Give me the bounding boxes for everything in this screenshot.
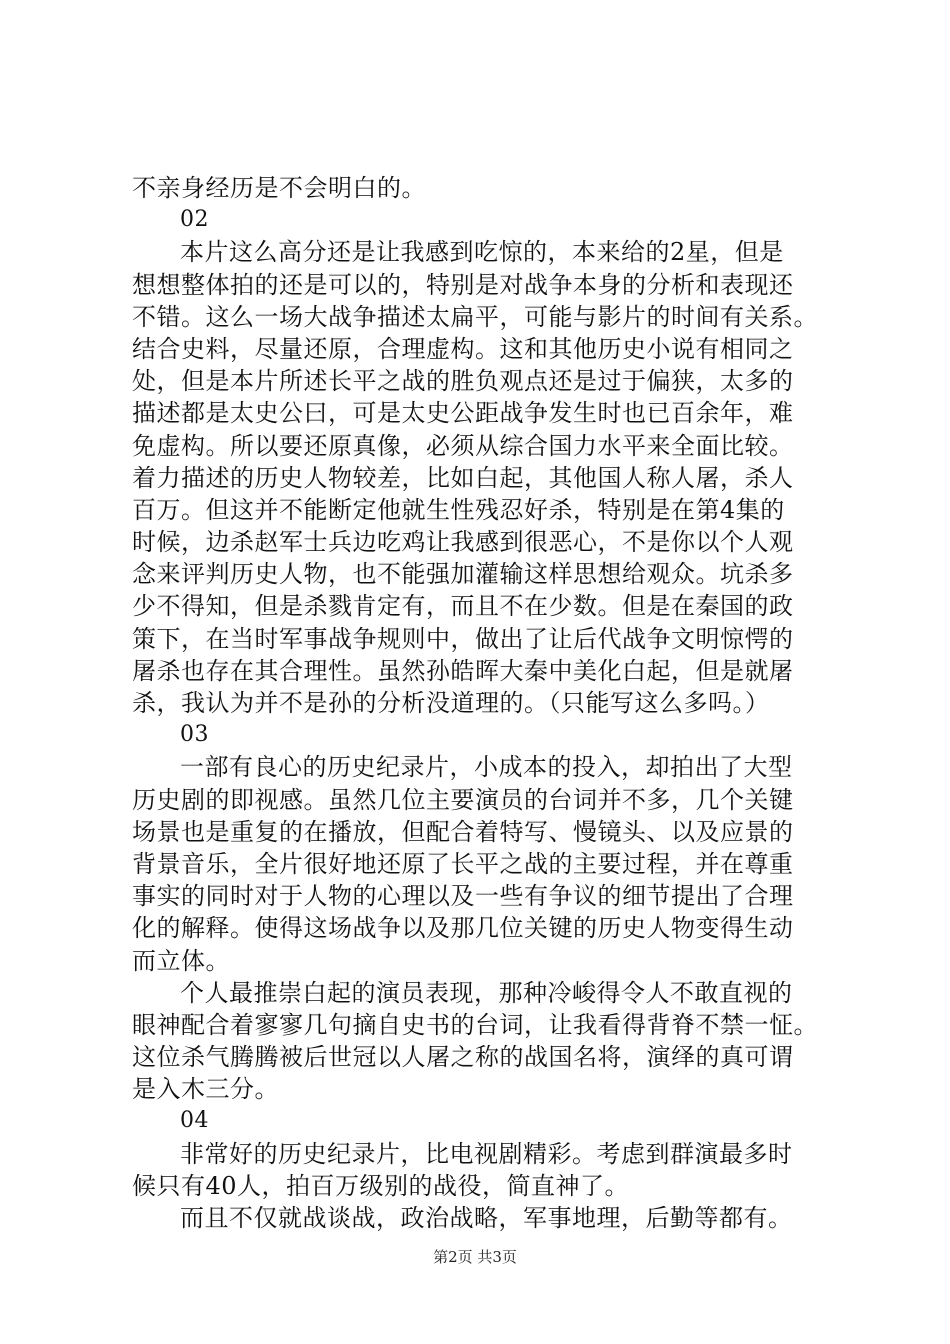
text-line: 不亲身经历是不会明白的。 [132, 174, 426, 202]
text-line: 是入木三分。 [132, 1075, 279, 1104]
text-line: 念来评判历史人物，也不能强加灌输这样思想给观众。坑杀多 [132, 560, 794, 589]
text-line: 化的解释。使得这场战争以及那几位关键的历史人物变得生动 [132, 914, 794, 943]
text-line: 背景音乐，全片很好地还原了长平之战的主要过程，并在尊重 [132, 849, 794, 878]
text-line: 而且不仅就战谈战，政治战略，军事地理，后勤等都有。 [180, 1204, 793, 1232]
text-line: 场景也是重复的在播放，但配合着特写、慢镜头、以及应景的 [132, 817, 794, 846]
section-number: 04 [180, 1108, 209, 1134]
text-line: 不错。这么一场大战争描述太扁平，可能与影片的时间有关系。 [132, 302, 818, 331]
text-line: 这位杀气腾腾被后世冠以人屠之称的战国名将，演绎的真可谓 [132, 1043, 794, 1072]
section-number: 02 [180, 207, 209, 233]
text-line: 策下，在当时军事战争规则中，做出了让后代战争文明惊愕的 [132, 624, 794, 653]
text-line: 百万。但这并不能断定他就生性残忍好杀，特别是在第4集的 [132, 495, 785, 524]
text-line: 结合史料，尽量还原，合理虚构。这和其他历史小说有相同之 [132, 334, 794, 363]
text-line: 本片这么高分还是让我感到吃惊的，本来给的2星，但是 [180, 238, 784, 267]
text-line: 时候，边杀赵军士兵边吃鸡让我感到很恶心，不是你以个人观 [132, 528, 794, 557]
text-line: 而立体。 [132, 946, 230, 975]
page-footer: 第2页 共3页 [433, 1248, 517, 1266]
text-line: 个人最推崇白起的演员表现，那种冷峻得令人不敢直视的 [180, 978, 793, 1007]
text-line: 非常好的历史纪录片，比电视剧精彩。考虑到群演最多时 [180, 1139, 793, 1168]
text-line: 少不得知，但是杀戮肯定有，而且不在少数。但是在秦国的政 [132, 592, 794, 621]
text-line: 杀，我认为并不是孙的分析没道理的。（只能写这么多吗。） [132, 689, 770, 717]
text-line: 描述都是太史公曰，可是太史公距战争发生时也已百余年，难 [132, 399, 794, 428]
text-line: 屠杀也存在其合理性。虽然孙皓晖大秦中美化白起，但是就屠 [132, 656, 794, 685]
text-line: 着力描述的历史人物较差，比如白起，其他国人称人屠，杀人 [132, 463, 794, 492]
text-line: 事实的同时对于人物的心理以及一些有争议的细节提出了合理 [132, 882, 794, 911]
text-line: 眼神配合着寥寥几句摘自史书的台词，让我看得背脊不禁一怔。 [132, 1010, 818, 1039]
text-line: 一部有良心的历史纪录片，小成本的投入，却拍出了大型 [180, 753, 793, 782]
section-number: 03 [180, 722, 209, 748]
text-line: 历史剧的即视感。虽然几位主要演员的台词并不多，几个关键 [132, 785, 794, 814]
text-line: 免虚构。所以要还原真像，必须从综合国力水平来全面比较。 [132, 431, 794, 460]
text-line: 处，但是本片所述长平之战的胜负观点还是过于偏狭，太多的 [132, 367, 794, 396]
document-body [132, 172, 852, 1234]
text-line: 想想整体拍的还是可以的，特别是对战争本身的分析和表现还 [132, 270, 794, 299]
text-line: 候只有40人，拍百万级别的战役，简直神了。 [132, 1171, 630, 1200]
